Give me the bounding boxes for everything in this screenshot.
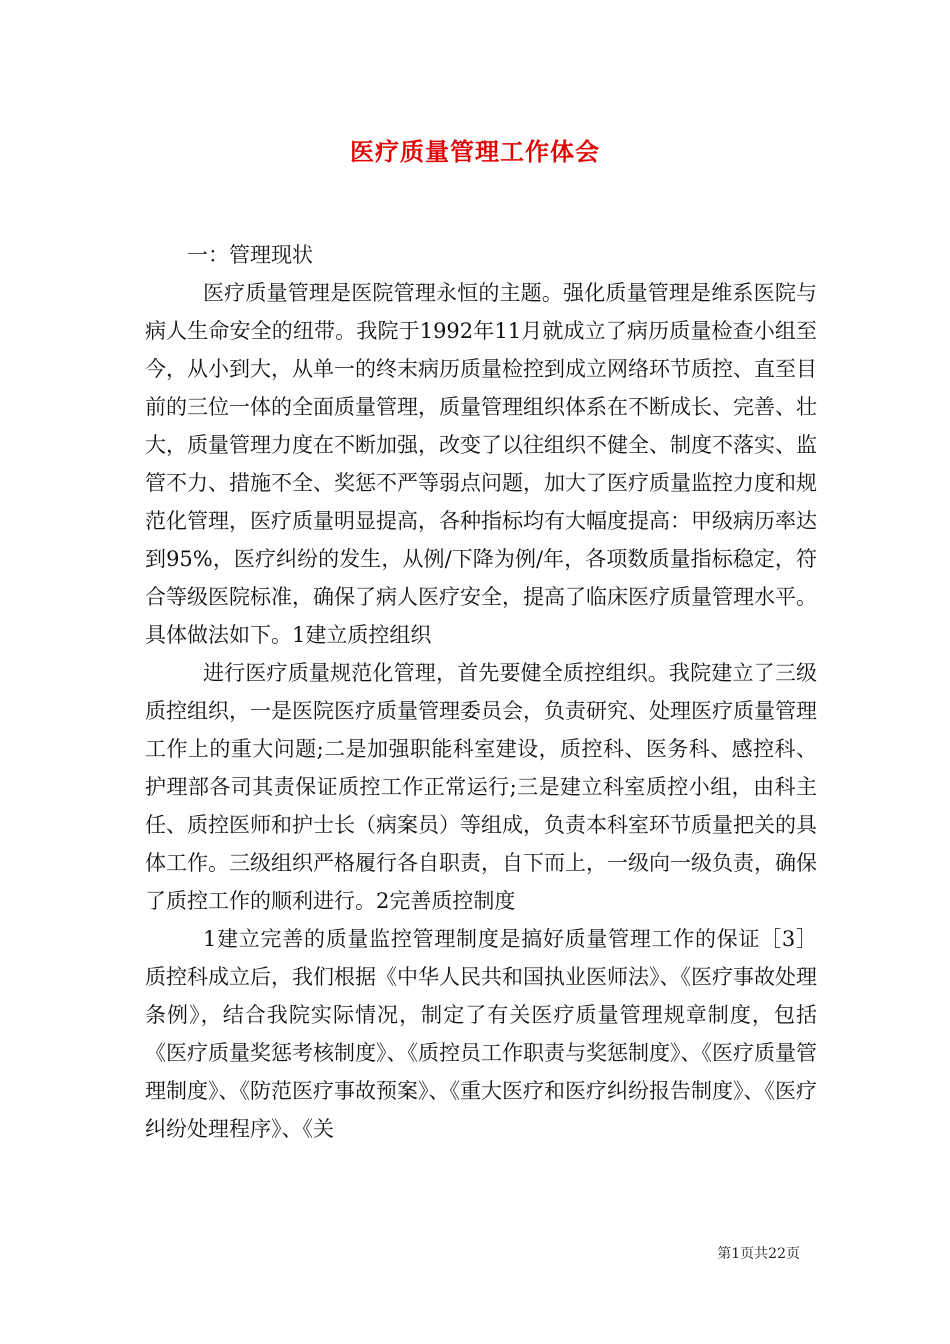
document-title: 医疗质量管理工作体会 [350, 137, 600, 166]
paragraph-management-status: 医疗质量管理是医院管理永恒的主题。强化质量管理是维系医院与病人生命安全的纽带。我院于1992年11月就成立了病历质量检查小组至今，从小到大，从单一的终末病历质量检控到成立网络环节质控、直至目前的三位一体的全面质量管理，质量管理组织体系在不断成长、完善、壮大，质量管理力度在不断加强，改变了以往组织不健全、制度不落实、监管不力、措施不全、奖惩不严等弱点问题，加大了医疗质量监控力度和规范化管理，医疗质量明显提高，各种指标均有大幅度提高：甲级病历率达到95%，医疗纠纷的发生，从例/下降为例/年，各项数质量指标稳定，符合等级医院标准，确保了病人医疗安全，提高了临床医疗质量管理水平。具体做法如下。1建立质控组织 [145, 281, 817, 647]
section-heading-management-status: 一：管理现状 [187, 243, 313, 267]
page-number: 第1页共22页 [717, 1246, 800, 1262]
paragraph-quality-system: 1建立完善的质量监控管理制度是搞好质量管理工作的保证［3］质控科成立后，我们根据《中华人民共和国执业医师法》、《医疗事故处理条例》，结合我院实际情况，制定了有关医疗质量管理规章制度，包括《医疗质量奖惩考核制度》、《质控员工作职责与奖惩制度》、《医疗质量管理制度》、《防范医疗事故预案》、《重大医疗和医疗纠纷报告制度》、《医疗纠纷处理程序》、《关 [145, 927, 817, 1141]
paragraph-quality-organization: 进行医疗质量规范化管理，首先要健全质控组织。我院建立了三级质控组织，一是医院医疗质量管理委员会，负责研究、处理医疗质量管理工作上的重大问题;二是加强职能科室建设，质控科、医务科、感控科、护理部各司其责保证质控工作正常运行;三是建立科室质控小组，由科主任、质控医师和护士长（病案员）等组成，负责本科室环节质量把关的具体工作。三级组织严格履行各自职责，自下而上，一级向一级负责，确保了质控工作的顺利进行。2完善质控制度 [145, 661, 817, 913]
document-body [145, 236, 817, 1148]
